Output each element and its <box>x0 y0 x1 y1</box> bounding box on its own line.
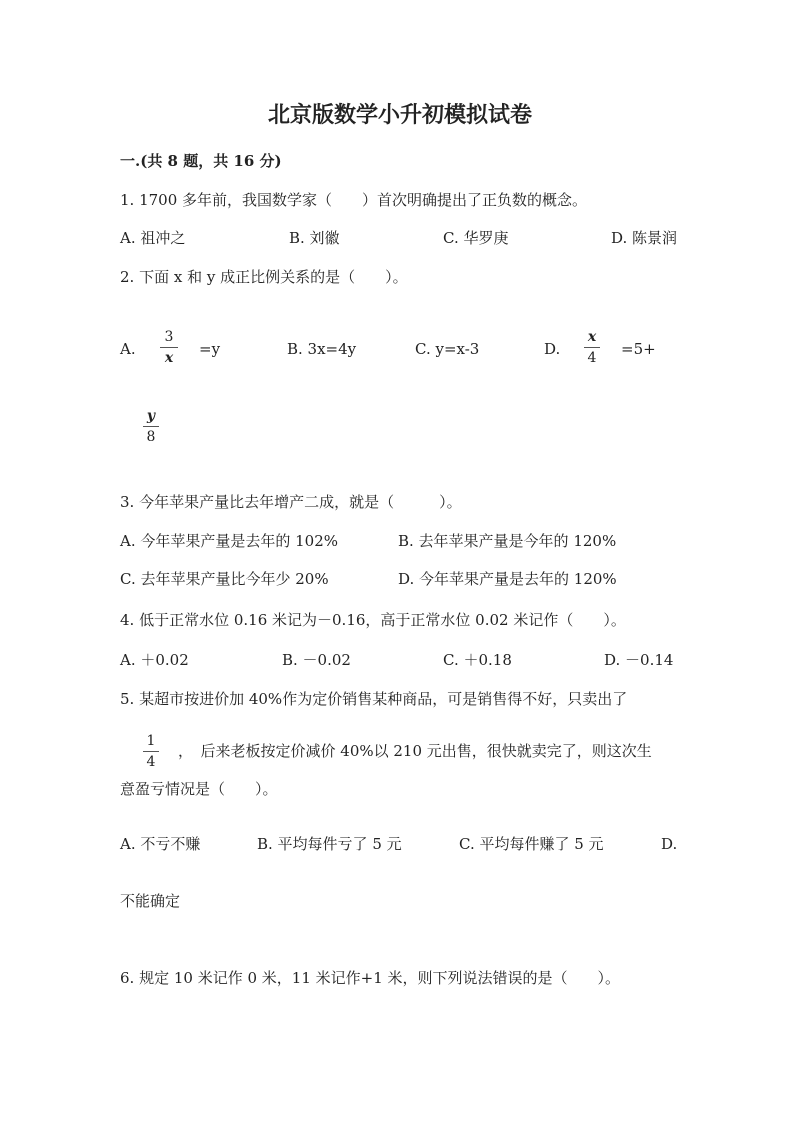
fraction-numerator: y <box>146 408 156 424</box>
question-3-option-c: C. 去年苹果产量比今年少 20% <box>120 570 329 588</box>
question-2-stem: 2. 下面 x 和 y 成正比例关系的是（ ）。 <box>120 268 408 286</box>
question-4-option-c: C. ＋0.18 <box>443 651 512 669</box>
question-2-option-c: C. y=x-3 <box>415 340 480 358</box>
question-1-option-c: C. 华罗庚 <box>443 229 509 247</box>
fraction-bar <box>160 347 178 348</box>
page-title: 北京版数学小升初模拟试卷 <box>267 102 532 128</box>
question-1-option-d: D. 陈景润 <box>611 229 678 247</box>
fraction-1-over-4 <box>143 733 159 770</box>
fraction-bar <box>143 426 159 427</box>
question-1-option-a: A. 祖冲之 <box>120 229 186 247</box>
question-4-option-b: B. －0.02 <box>282 651 351 669</box>
question-5-stem-line-2: ， 后来老板按定价减价 40%以 210 元出售，很快就卖完了，则这次生 <box>178 742 652 760</box>
question-5-option-b: B. 平均每件亏了 5 元 <box>257 835 402 853</box>
question-4-option-a: A. ＋0.02 <box>120 651 189 669</box>
question-4-option-d: D. －0.14 <box>604 651 674 669</box>
question-2-option-d-label: D. <box>544 340 561 358</box>
fraction-3-over-x <box>160 329 178 366</box>
fraction-numerator: x <box>587 329 597 345</box>
question-5-option-d-text: 不能确定 <box>120 892 181 910</box>
question-1-option-b: B. 刘徽 <box>289 229 340 247</box>
question-2-option-a-label: A. <box>120 340 136 358</box>
fraction-bar <box>584 347 600 348</box>
fraction-x-over-4 <box>584 329 600 366</box>
fraction-denominator: 4 <box>587 350 597 366</box>
fraction-numerator: 1 <box>146 733 156 749</box>
question-4-stem: 4. 低于正常水位 0.16 米记为－0.16，高于正常水位 0.02 米记作（ ）。 <box>120 611 626 629</box>
question-2-option-d-rest: =5+ <box>621 340 656 358</box>
fraction-numerator: 3 <box>164 329 174 345</box>
question-5-option-c: C. 平均每件赚了 5 元 <box>459 835 604 853</box>
question-3-option-b: B. 去年苹果产量是今年的 120% <box>398 532 617 550</box>
question-6-stem: 6. 规定 10 米记作 0 米，11 米记作+1 米，则下列说法错误的是（ ）。 <box>120 969 621 987</box>
question-5-stem-line-1: 5. 某超市按进价加 40%作为定价销售某种商品，可是销售得不好，只卖出了 <box>120 690 628 708</box>
fraction-denominator: 4 <box>146 754 156 770</box>
question-5-option-d-label: D. <box>661 835 678 853</box>
fraction-y-over-8 <box>143 408 159 445</box>
fraction-denominator: x <box>164 350 174 366</box>
fraction-denominator: 8 <box>146 429 156 445</box>
question-1-stem: 1. 1700 多年前，我国数学家（ ）首次明确提出了正负数的概念。 <box>120 191 588 209</box>
fraction-bar <box>143 751 159 752</box>
question-2-option-a-rest: =y <box>199 340 221 358</box>
question-3-stem: 3. 今年苹果产量比去年增产二成，就是（ ）。 <box>120 493 462 511</box>
question-2-option-b: B. 3x=4y <box>287 340 357 358</box>
section-heading: 一.(共 8 题，共 16 分) <box>120 152 282 170</box>
question-5-option-a: A. 不亏不赚 <box>120 835 201 853</box>
question-5-stem-line-3: 意盈亏情况是（ ）。 <box>120 780 278 798</box>
question-3-option-d: D. 今年苹果产量是去年的 120% <box>398 570 617 588</box>
question-3-option-a: A. 今年苹果产量是去年的 102% <box>120 532 339 550</box>
